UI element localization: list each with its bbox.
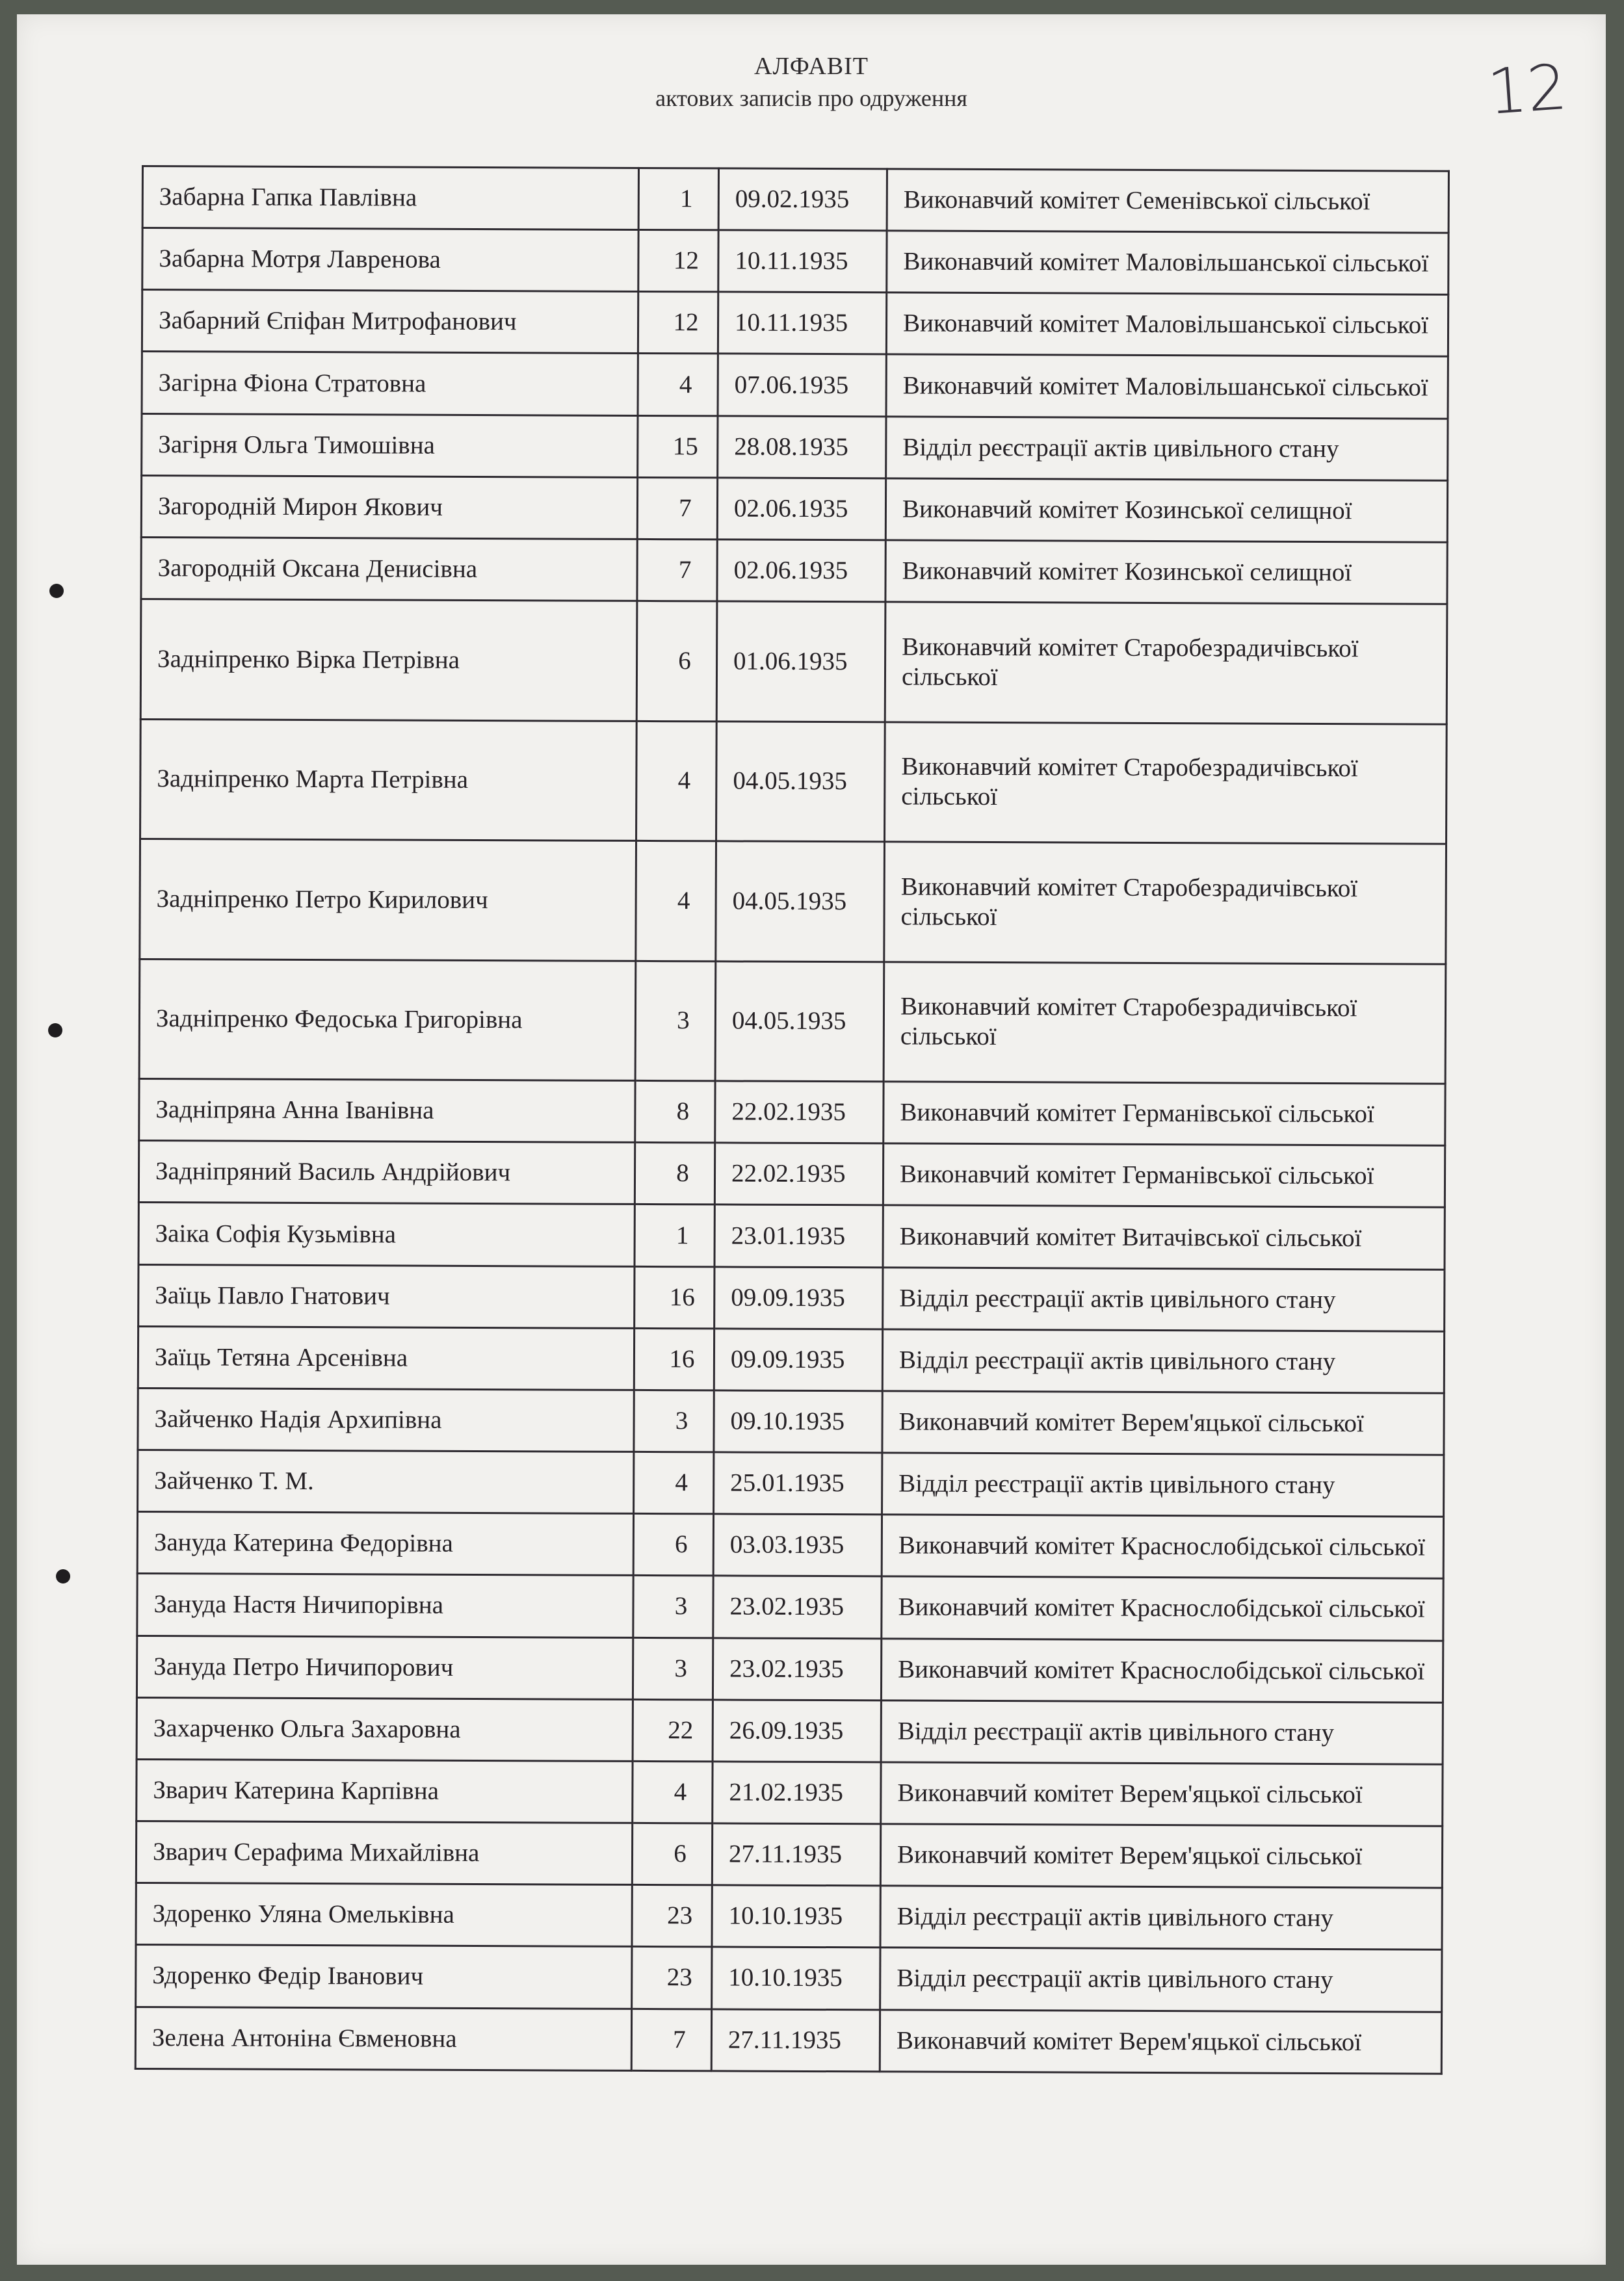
registering-office-cell: Відділ реєстрації актів цивільного стану bbox=[880, 1948, 1442, 2011]
punch-hole-mark bbox=[56, 1569, 70, 1584]
registration-date-cell: 27.11.1935 bbox=[712, 1823, 880, 1886]
record-number-cell: 8 bbox=[635, 1143, 714, 1205]
person-name-cell: Зайченко Надія Архипівна bbox=[138, 1388, 634, 1452]
person-name-cell: Загородній Оксана Денисівна bbox=[141, 537, 637, 601]
registration-date-cell: 22.02.1935 bbox=[715, 1081, 884, 1143]
table-row bbox=[142, 352, 1448, 419]
table-row bbox=[136, 1883, 1442, 1950]
registering-office-cell: Виконавчий комітет Верем'яцької сільської bbox=[880, 1824, 1442, 1888]
registration-date-cell: 26.09.1935 bbox=[713, 1700, 881, 1762]
registration-date-cell: 22.02.1935 bbox=[714, 1143, 883, 1205]
registering-office-cell: Відділ реєстрації актів цивільного стану bbox=[882, 1329, 1444, 1393]
registration-date-cell: 23.02.1935 bbox=[713, 1576, 882, 1638]
person-name-cell: Зануда Петро Ничипорович bbox=[137, 1636, 633, 1699]
table-row bbox=[138, 1141, 1445, 1208]
registering-office-cell: Відділ реєстрації актів цивільного стану bbox=[880, 1886, 1442, 1949]
registration-date-cell: 02.06.1935 bbox=[717, 540, 885, 602]
table-row bbox=[136, 1945, 1442, 2012]
table-row bbox=[137, 1697, 1443, 1764]
registering-office-cell: Виконавчий комітет Верем'яцької сільської bbox=[881, 1762, 1443, 1826]
registering-office-cell: Виконавчий комітет Маловільшанської сільської bbox=[887, 231, 1448, 294]
person-name-cell: Забарна Мотря Лавренова bbox=[142, 228, 638, 292]
registering-office-cell: Виконавчий комітет Краснослобідської сільської bbox=[882, 1576, 1443, 1640]
record-number-cell: 4 bbox=[636, 841, 716, 961]
registration-date-cell: 10.11.1935 bbox=[718, 230, 887, 293]
record-number-cell: 3 bbox=[633, 1576, 713, 1638]
record-number-cell: 7 bbox=[631, 2009, 711, 2071]
person-name-cell: Здоренко Уляна Омельківна bbox=[136, 1883, 632, 1947]
handwritten-folio-number: 12 bbox=[1485, 50, 1569, 129]
document-title: АЛФАВІТ bbox=[754, 53, 869, 80]
person-name-cell: Задніпренко Федоська Григорівна bbox=[139, 959, 636, 1080]
record-number-cell: 16 bbox=[635, 1266, 714, 1329]
registering-office-cell: Виконавчий комітет Витачівської сільської bbox=[883, 1205, 1445, 1269]
record-number-cell: 4 bbox=[633, 1761, 713, 1823]
table-row bbox=[137, 1759, 1443, 1826]
table-row bbox=[140, 839, 1447, 964]
registering-office-cell: Виконавчий комітет Маловільшанської сільської bbox=[886, 293, 1448, 356]
record-number-cell: 7 bbox=[637, 477, 717, 540]
table-row bbox=[139, 1079, 1445, 1146]
record-number-cell: 12 bbox=[638, 230, 718, 293]
record-number-cell: 3 bbox=[635, 961, 716, 1081]
person-name-cell: Зварич Серафима Михайлівна bbox=[136, 1821, 632, 1885]
record-number-cell: 4 bbox=[636, 721, 717, 841]
document-subtitle: актових записів про одруження bbox=[655, 85, 967, 111]
record-number-cell: 6 bbox=[633, 1514, 713, 1576]
registration-date-cell: 01.06.1935 bbox=[716, 601, 885, 722]
table-row bbox=[137, 1574, 1443, 1641]
registering-office-cell: Виконавчий комітет Семенівської сільської bbox=[887, 169, 1448, 233]
record-number-cell: 12 bbox=[638, 292, 718, 354]
table-row bbox=[136, 1821, 1442, 1888]
table-row bbox=[142, 413, 1448, 480]
registering-office-cell: Виконавчий комітет Козинської селищної bbox=[885, 540, 1447, 604]
registering-office-cell: Виконавчий комітет Германівської сільської bbox=[884, 1082, 1445, 1145]
registering-office-cell: Виконавчий комітет Германівської сільської bbox=[883, 1143, 1445, 1207]
person-name-cell: Забарний Єпіфан Митрофанович bbox=[142, 290, 638, 354]
table-row bbox=[138, 1388, 1444, 1455]
record-number-cell: 6 bbox=[636, 601, 717, 722]
person-name-cell: Задніпряна Анна Іванівна bbox=[139, 1079, 635, 1143]
marriage-records-table bbox=[135, 165, 1450, 2075]
person-name-cell: Загірна Фіона Стратовна bbox=[142, 352, 638, 415]
person-name-cell: Заїць Тетяна Арсенівна bbox=[138, 1326, 634, 1390]
registering-office-cell: Виконавчий комітет Козинської селищної bbox=[885, 478, 1447, 542]
person-name-cell: Задніпренко Марта Петрівна bbox=[140, 719, 637, 841]
person-name-cell: Зварич Катерина Карпівна bbox=[137, 1759, 633, 1823]
record-number-cell: 8 bbox=[635, 1081, 715, 1143]
registration-date-cell: 10.10.1935 bbox=[712, 1885, 880, 1948]
table-row bbox=[142, 166, 1448, 233]
person-name-cell: Задніпренко Петро Кирилович bbox=[140, 839, 636, 961]
person-name-cell: Загірня Ольга Тимошівна bbox=[142, 413, 638, 477]
record-number-cell: 7 bbox=[637, 539, 717, 601]
table-row bbox=[142, 228, 1448, 295]
registration-date-cell: 09.10.1935 bbox=[714, 1390, 882, 1453]
registration-date-cell: 03.03.1935 bbox=[713, 1514, 882, 1576]
table-row bbox=[140, 599, 1447, 724]
registration-date-cell: 02.06.1935 bbox=[717, 478, 885, 540]
registering-office-cell: Відділ реєстрації актів цивільного стану bbox=[881, 1701, 1443, 1764]
registering-office-cell: Відділ реєстрації актів цивільного стану bbox=[886, 417, 1448, 480]
registration-date-cell: 04.05.1935 bbox=[716, 722, 885, 842]
person-name-cell: Задніпряний Василь Андрійович bbox=[138, 1141, 635, 1205]
table-row bbox=[137, 1512, 1443, 1579]
person-name-cell: Заіка Софія Кузьмівна bbox=[138, 1203, 635, 1266]
punch-hole-mark bbox=[49, 584, 64, 598]
registering-office-cell: Виконавчий комітет Краснослобідської сільської bbox=[882, 1515, 1443, 1578]
table-row bbox=[138, 1326, 1444, 1393]
registering-office-cell: Виконавчий комітет Старобезрадичівської сільської bbox=[884, 962, 1446, 1084]
registration-date-cell: 09.02.1935 bbox=[718, 168, 887, 231]
record-number-cell: 23 bbox=[632, 1885, 712, 1948]
registering-office-cell: Відділ реєстрації актів цивільного стану bbox=[882, 1453, 1444, 1517]
record-number-cell: 4 bbox=[634, 1452, 714, 1515]
table-row bbox=[138, 1264, 1445, 1331]
record-number-cell: 1 bbox=[635, 1205, 714, 1267]
registration-date-cell: 23.01.1935 bbox=[714, 1205, 883, 1267]
registering-office-cell: Виконавчий комітет Краснослобідської сільської bbox=[881, 1638, 1443, 1702]
registering-office-cell: Виконавчий комітет Старобезрадичівської сільської bbox=[885, 722, 1447, 844]
table-row bbox=[138, 1203, 1445, 1270]
registering-office-cell: Виконавчий комітет Маловільшанської сільської bbox=[886, 354, 1448, 418]
person-name-cell: Зелена Антоніна Євменовна bbox=[135, 2007, 631, 2070]
table-row bbox=[138, 1450, 1444, 1517]
record-number-cell: 15 bbox=[638, 415, 718, 478]
registration-date-cell: 25.01.1935 bbox=[714, 1452, 882, 1515]
punch-hole-mark bbox=[48, 1023, 62, 1037]
registration-date-cell: 04.05.1935 bbox=[715, 961, 884, 1082]
record-number-cell: 3 bbox=[633, 1637, 713, 1700]
table-row bbox=[141, 537, 1447, 604]
registration-date-cell: 27.11.1935 bbox=[711, 2009, 880, 2071]
registration-date-cell: 09.09.1935 bbox=[714, 1267, 883, 1329]
record-number-cell: 3 bbox=[634, 1390, 714, 1452]
record-number-cell: 1 bbox=[638, 168, 718, 230]
registering-office-cell: Виконавчий комітет Верем'яцької сільської bbox=[882, 1391, 1444, 1455]
table-row bbox=[142, 290, 1448, 357]
person-name-cell: Здоренко Федір Іванович bbox=[136, 1945, 632, 2009]
table-row bbox=[140, 719, 1447, 844]
registering-office-cell: Виконавчий комітет Верем'яцької сільської bbox=[880, 2009, 1441, 2074]
registration-date-cell: 21.02.1935 bbox=[713, 1762, 881, 1824]
registering-office-cell: Виконавчий комітет Старобезрадичівської сільської bbox=[885, 602, 1447, 724]
table-row bbox=[139, 959, 1446, 1084]
person-name-cell: Загородній Мирон Якович bbox=[141, 475, 637, 539]
registering-office-cell: Виконавчий комітет Старобезрадичівської сільської bbox=[884, 842, 1447, 964]
record-number-cell: 16 bbox=[634, 1328, 714, 1390]
person-name-cell: Заїць Павло Гнатович bbox=[138, 1264, 635, 1328]
person-name-cell: Зануда Катерина Федорівна bbox=[137, 1512, 633, 1576]
person-name-cell: Зануда Настя Ничипорівна bbox=[137, 1574, 633, 1637]
person-name-cell: Зайченко Т. М. bbox=[138, 1450, 634, 1514]
record-number-cell: 23 bbox=[632, 1947, 712, 2009]
registration-date-cell: 10.10.1935 bbox=[712, 1947, 880, 2009]
registration-date-cell: 07.06.1935 bbox=[718, 354, 886, 416]
registration-date-cell: 04.05.1935 bbox=[716, 841, 885, 962]
record-number-cell: 4 bbox=[638, 354, 718, 416]
person-name-cell: Захарченко Ольга Захаровна bbox=[137, 1697, 633, 1761]
registration-date-cell: 28.08.1935 bbox=[718, 416, 886, 478]
record-number-cell: 22 bbox=[633, 1699, 713, 1762]
record-number-cell: 6 bbox=[632, 1823, 712, 1885]
table-row bbox=[141, 475, 1447, 542]
registration-date-cell: 10.11.1935 bbox=[718, 292, 886, 354]
registration-date-cell: 09.09.1935 bbox=[714, 1329, 882, 1391]
person-name-cell: Забарна Гапка Павлівна bbox=[142, 166, 638, 230]
table-row bbox=[137, 1636, 1443, 1702]
registration-date-cell: 23.02.1935 bbox=[713, 1637, 881, 1700]
registering-office-cell: Відділ реєстрації актів цивільного стану bbox=[883, 1268, 1445, 1331]
person-name-cell: Задніпренко Вірка Петрівна bbox=[140, 599, 637, 721]
table-row bbox=[135, 2007, 1441, 2074]
